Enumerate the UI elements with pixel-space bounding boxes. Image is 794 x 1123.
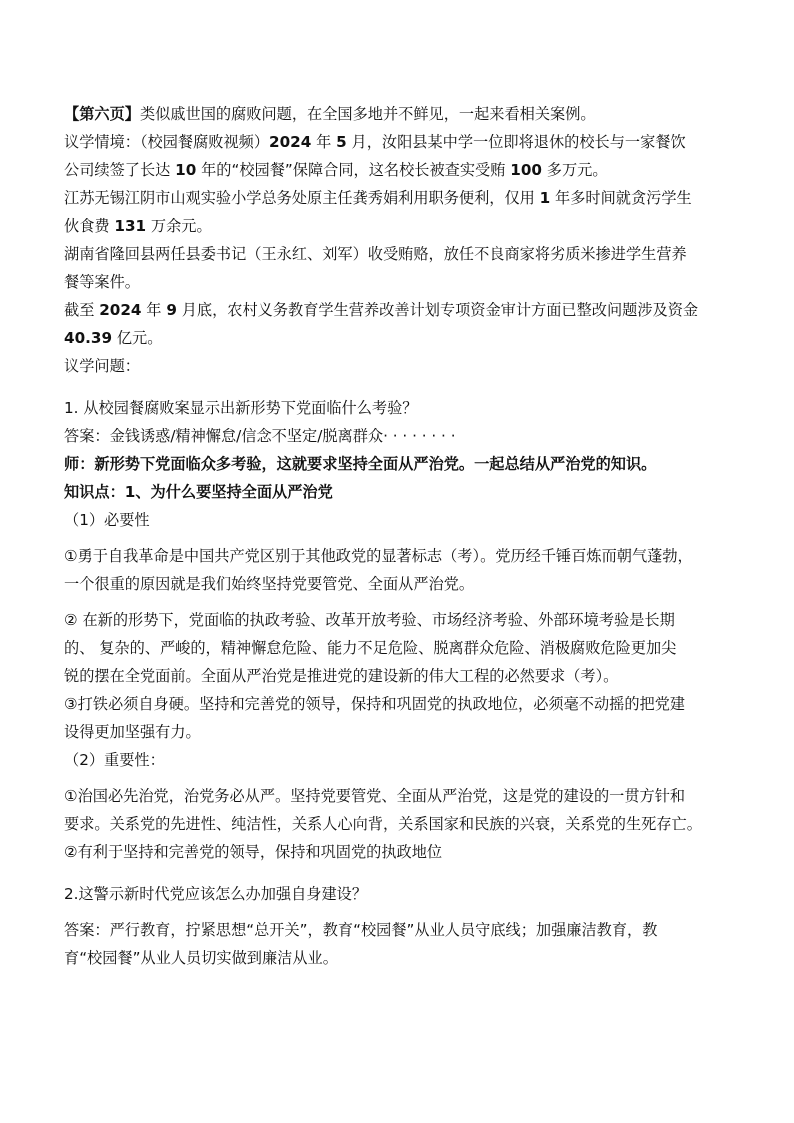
necessity-item-1-line-2: 一个很重的原因就是我们始终坚持党要管党、全面从严治党。 (64, 575, 475, 593)
bribe-amount: 100 (510, 161, 542, 179)
case-text: 伙食费 (64, 217, 115, 235)
scenario-text: 多万元。 (541, 161, 608, 179)
scenario-text: 年的“校园餐”保障合同，这名校长被查实受贿 (196, 161, 511, 179)
case-jiangyin-line-2 (64, 212, 734, 240)
necessity-item-2-line-2: 的、 复杂的、严峻的，精神懈怠危险、能力不足危险、脱离群众危险、消极腐败危险更加尖 (64, 639, 677, 657)
case-text: 万余元。 (146, 217, 212, 235)
questions-heading: 议学问题： (64, 357, 140, 375)
knowledge-point-heading: 知识点：1、为什么要坚持全面从严治党 (64, 483, 333, 501)
case-longhui-line-2: 餐等案件。 (64, 273, 140, 291)
answer-2-line-2: 育“校园餐”从业人员切实做到廉洁从业。 (64, 949, 338, 967)
importance-item-1-line-1: ①治国必先治党，治党务必从严。坚持党要管党、全面从严治党，这是党的建设的一贯方针和 (64, 787, 686, 805)
audit-text: 月底，农村义务教育学生营养改善计划专项资金审计方面已整改问题涉及资金 (176, 301, 699, 319)
section-importance: （2）重要性： (64, 751, 165, 769)
question-2: 2.这警示新时代党应该怎么办加强自身建设？ (64, 885, 368, 903)
answer-1: 答案：金钱诱惑/精神懈怠/信念不坚定/脱离群众· · · · · · · · (64, 427, 456, 445)
scenario-text: 年 (311, 133, 337, 151)
case-years: 1 (539, 189, 551, 207)
page-marker: 【第六页】 (64, 105, 140, 123)
audit-text: 亿元。 (112, 329, 163, 347)
audit-line-1 (64, 296, 734, 324)
necessity-item-2-line-3: 锐的摆在全党面前。全面从严治党是推进党的建设新的伟大工程的必然要求（考）。 (64, 667, 619, 685)
necessity-item-3-line-1: ③打铁必须自身硬。坚持和完善党的领导，保持和巩固党的执政地位，必须毫不动摇的把党建 (64, 695, 686, 713)
intro-text: 类似戚世国的腐败问题，在全国多地并不鲜见，一起来看相关案例。 (139, 105, 596, 123)
necessity-item-3-line-2: 设得更加坚强有力。 (64, 723, 201, 741)
section-necessity: （1）必要性 (64, 511, 150, 529)
scenario-line-1 (64, 128, 734, 156)
audit-year: 2024 (99, 301, 142, 319)
contract-years: 10 (175, 161, 197, 179)
audit-text: 截至 (64, 301, 100, 319)
document-body (64, 100, 734, 972)
audit-month: 9 (166, 301, 177, 319)
case-longhui-line-1: 湖南省隆回县两任县委书记（王永红、刘军）收受贿赂，放任不良商家将劣质米掺进学生营养 (64, 245, 687, 263)
question-1: 1. 从校园餐腐败案显示出新形势下党面临什么考验？ (64, 399, 418, 417)
scenario-text: 月，汝阳县某中学一位即将退休的校长与一家餐饮 (346, 133, 686, 151)
audit-amount: 40.39 (64, 329, 113, 347)
scenario-line-2 (64, 156, 734, 184)
case-text: 江苏无锡江阴市山观实验小学总务处原主任龚秀娟利用职务便利，仅用 (64, 189, 540, 207)
importance-item-2: ②有利于坚持和完善党的领导，保持和巩固党的执政地位 (64, 843, 443, 861)
importance-item-1-line-2: 要求。关系党的先进性、纯洁性，关系人心向背，关系国家和民族的兴衰，关系党的生死存亡。 (64, 815, 702, 833)
answer-2-line-1: 答案：严行教育，拧紧思想“总开关”，教育“校园餐”从业人员守底线；加强廉洁教育，教 (64, 921, 658, 939)
page-intro (64, 100, 734, 128)
scenario-text: 公司续签了长达 (64, 161, 176, 179)
case-jiangyin-line-1 (64, 184, 734, 212)
teacher-note: 师：新形势下党面临众多考验，这就要求坚持全面从严治党。一起总结从严治党的知识。 (64, 455, 657, 473)
month: 5 (336, 133, 347, 151)
case-amount: 131 (114, 217, 147, 235)
case-text: 年多时间就贪污学生 (550, 189, 692, 207)
audit-line-2 (64, 324, 734, 352)
necessity-item-1-line-1: ①勇于自我革命是中国共产党区别于其他政党的显著标志（考）。党历经千锤百炼而朝气蓬勃， (64, 547, 693, 565)
year: 2024 (269, 133, 312, 151)
necessity-item-2-line-1: ② 在新的形势下，党面临的执政考验、改革开放考验、市场经济考验、外部环境考验是长期 (64, 611, 675, 629)
audit-text: 年 (141, 301, 167, 319)
scenario-text: 议学情境：（校园餐腐败视频） (64, 133, 270, 151)
